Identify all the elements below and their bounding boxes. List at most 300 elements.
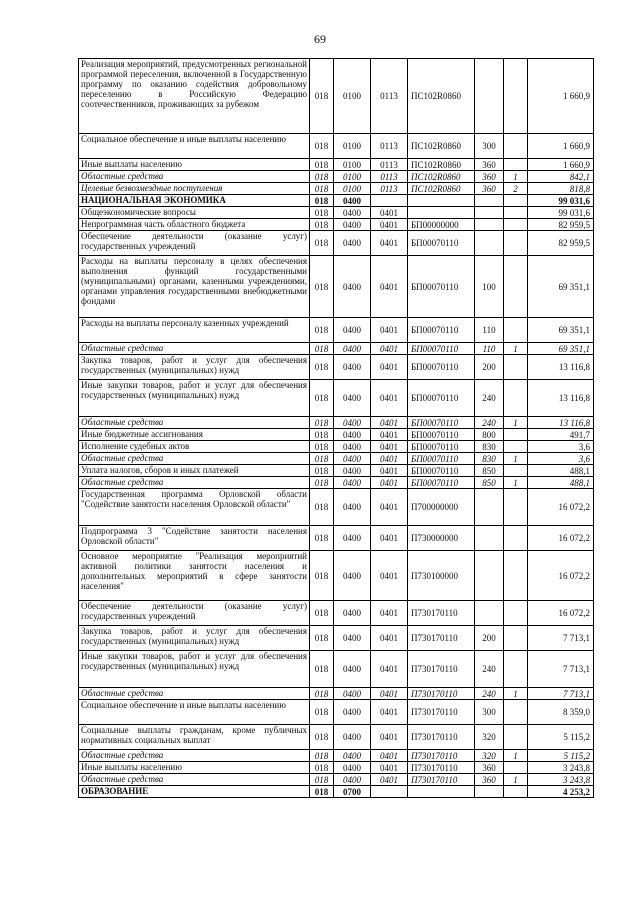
cell-subsection — [371, 195, 408, 207]
page-number: 69 — [314, 32, 326, 46]
cell-expense-type: 360 — [475, 171, 504, 183]
table-row — [79, 207, 594, 219]
cell-subsection: 0401 — [371, 231, 408, 256]
row-name: ОБРАЗОВАНИЕ — [79, 786, 310, 798]
cell-section: 0400 — [334, 441, 371, 453]
cell-amount: 16 072,2 — [528, 601, 594, 626]
cell-expense-type: 850 — [475, 465, 504, 477]
cell-section: 0400 — [334, 551, 371, 601]
cell-section: 0400 — [334, 343, 371, 355]
cell-expense-type — [475, 59, 504, 134]
row-name: Социальное обеспечение и иные выплаты населению — [79, 134, 310, 159]
cell-expense-type: 320 — [475, 750, 504, 762]
table-row — [79, 183, 594, 195]
row-name: Областные средства — [79, 453, 310, 465]
table-row — [79, 489, 594, 526]
cell-funding-source — [504, 195, 528, 207]
cell-funding-source — [504, 429, 528, 441]
table-row — [79, 477, 594, 489]
cell-subsection: 0401 — [371, 526, 408, 551]
cell-expense-type: 110 — [475, 343, 504, 355]
cell-subsection: 0113 — [371, 171, 408, 183]
cell-funding-source — [504, 551, 528, 601]
cell-subsection: 0113 — [371, 134, 408, 159]
cell-amount: 3 243,8 — [528, 762, 594, 774]
budget-table — [78, 58, 594, 798]
table-row — [79, 195, 594, 207]
cell-subsection: 0401 — [371, 219, 408, 231]
cell-admin-code: 018 — [310, 688, 334, 700]
cell-amount: 488,1 — [528, 477, 594, 489]
cell-target-article: П730170110 — [408, 626, 475, 651]
cell-amount: 7 713,1 — [528, 651, 594, 688]
cell-funding-source — [504, 318, 528, 343]
table-row — [79, 441, 594, 453]
cell-section: 0400 — [334, 477, 371, 489]
cell-target-article: БП00070110 — [408, 441, 475, 453]
cell-admin-code: 018 — [310, 477, 334, 489]
cell-funding-source: 1 — [504, 171, 528, 183]
cell-expense-type: 200 — [475, 355, 504, 380]
cell-funding-source — [504, 231, 528, 256]
cell-section: 0100 — [334, 59, 371, 134]
cell-expense-type — [475, 231, 504, 256]
cell-target-article: БП00070110 — [408, 465, 475, 477]
cell-section: 0400 — [334, 700, 371, 725]
cell-expense-type: 800 — [475, 429, 504, 441]
cell-target-article: П730000000 — [408, 526, 475, 551]
cell-section: 0400 — [334, 651, 371, 688]
cell-expense-type: 110 — [475, 318, 504, 343]
cell-funding-source: 2 — [504, 183, 528, 195]
cell-expense-type: 850 — [475, 477, 504, 489]
row-name: Непрограммная часть областного бюджета — [79, 219, 310, 231]
cell-amount: 5 115,2 — [528, 725, 594, 750]
cell-target-article: БП00000000 — [408, 219, 475, 231]
cell-target-article — [408, 786, 475, 798]
cell-expense-type: 830 — [475, 441, 504, 453]
table-row — [79, 774, 594, 786]
cell-admin-code: 018 — [310, 343, 334, 355]
cell-subsection: 0401 — [371, 355, 408, 380]
row-name: Закупка товаров, работ и услуг для обеспечения государственных (муниципальных) нужд — [79, 355, 310, 380]
cell-subsection: 0113 — [371, 159, 408, 171]
cell-expense-type: 830 — [475, 453, 504, 465]
cell-section: 0400 — [334, 725, 371, 750]
cell-subsection: 0113 — [371, 183, 408, 195]
table-row — [79, 231, 594, 256]
table-row — [79, 318, 594, 343]
cell-target-article: П730170110 — [408, 651, 475, 688]
cell-admin-code: 018 — [310, 355, 334, 380]
table-row — [79, 601, 594, 626]
cell-target-article — [408, 207, 475, 219]
cell-amount: 16 072,2 — [528, 551, 594, 601]
row-name: Основное мероприятие "Реализация мероприятий активной политики занятости населения и дополнительных мероприятий в сфере занятости населения" — [79, 551, 310, 601]
cell-expense-type — [475, 551, 504, 601]
cell-section: 0400 — [334, 195, 371, 207]
row-name: Расходы на выплаты персоналу в целях обеспечения выполнения функций государственными (муниципальными) органами, казенными учреждениями, органами управления государственными внебюджетными фондами — [79, 256, 310, 318]
cell-subsection — [371, 786, 408, 798]
cell-section: 0400 — [334, 219, 371, 231]
cell-admin-code: 018 — [310, 551, 334, 601]
cell-section: 0400 — [334, 489, 371, 526]
cell-funding-source: 1 — [504, 477, 528, 489]
row-name: Областные средства — [79, 750, 310, 762]
cell-amount: 5 115,2 — [528, 750, 594, 762]
cell-admin-code: 018 — [310, 601, 334, 626]
cell-subsection: 0401 — [371, 429, 408, 441]
cell-subsection: 0401 — [371, 380, 408, 417]
cell-subsection: 0401 — [371, 725, 408, 750]
cell-target-article: ПС102R0860 — [408, 59, 475, 134]
cell-section: 0400 — [334, 750, 371, 762]
cell-amount: 7 713,1 — [528, 626, 594, 651]
cell-expense-type: 100 — [475, 256, 504, 318]
row-name: Расходы на выплаты персоналу казенных учреждений — [79, 318, 310, 343]
row-name: Общеэкономические вопросы — [79, 207, 310, 219]
row-name: Иные выплаты населению — [79, 159, 310, 171]
cell-subsection: 0401 — [371, 750, 408, 762]
row-name: Социальное обеспечение и иные выплаты населению — [79, 700, 310, 725]
table-row — [79, 134, 594, 159]
cell-amount: 69 351,1 — [528, 256, 594, 318]
cell-target-article: П700000000 — [408, 489, 475, 526]
row-name: Целевые безвозмездные поступления — [79, 183, 310, 195]
cell-expense-type: 240 — [475, 417, 504, 429]
table-row — [79, 380, 594, 417]
row-name: Обеспечение деятельности (оказание услуг) государственных учреждений — [79, 601, 310, 626]
cell-subsection: 0401 — [371, 441, 408, 453]
cell-amount: 4 253,2 — [528, 786, 594, 798]
cell-section: 0100 — [334, 171, 371, 183]
row-name: Государственная программа Орловской области "Содействие занятости населения Орловской области" — [79, 489, 310, 526]
cell-funding-source — [504, 355, 528, 380]
cell-amount: 3,6 — [528, 441, 594, 453]
cell-funding-source: 1 — [504, 417, 528, 429]
cell-target-article: БП00070110 — [408, 429, 475, 441]
cell-admin-code: 018 — [310, 318, 334, 343]
cell-amount: 3 243,8 — [528, 774, 594, 786]
cell-amount: 842,1 — [528, 171, 594, 183]
table-row — [79, 355, 594, 380]
cell-subsection: 0401 — [371, 688, 408, 700]
cell-admin-code: 018 — [310, 256, 334, 318]
cell-section: 0400 — [334, 453, 371, 465]
row-name: Закупка товаров, работ и услуг для обеспечения государственных (муниципальных) нужд — [79, 626, 310, 651]
cell-admin-code: 018 — [310, 526, 334, 551]
row-name: Исполнение судебных актов — [79, 441, 310, 453]
cell-section: 0700 — [334, 786, 371, 798]
row-name: Реализация мероприятий, предусмотренных региональной программой переселения, включенной в Государственную программу по оказанию содействия добровольному переселению в Российскую Федерацию соотечественников, проживающих за рубежом — [79, 59, 310, 134]
cell-amount: 13 116,8 — [528, 380, 594, 417]
cell-expense-type: 240 — [475, 688, 504, 700]
cell-amount: 16 072,2 — [528, 489, 594, 526]
cell-expense-type — [475, 195, 504, 207]
table-row — [79, 171, 594, 183]
cell-target-article: ПС102R0860 — [408, 134, 475, 159]
cell-target-article: БП00070110 — [408, 256, 475, 318]
cell-admin-code: 018 — [310, 134, 334, 159]
cell-admin-code: 018 — [310, 380, 334, 417]
cell-admin-code: 018 — [310, 207, 334, 219]
cell-expense-type — [475, 526, 504, 551]
cell-funding-source — [504, 626, 528, 651]
cell-amount: 16 072,2 — [528, 526, 594, 551]
row-name: Иные закупки товаров, работ и услуг для обеспечения государственных (муниципальных) нужд — [79, 380, 310, 417]
cell-expense-type: 320 — [475, 725, 504, 750]
cell-target-article: ПС102R0860 — [408, 183, 475, 195]
cell-subsection: 0401 — [371, 477, 408, 489]
cell-admin-code: 018 — [310, 171, 334, 183]
cell-funding-source — [504, 489, 528, 526]
cell-amount: 3,6 — [528, 453, 594, 465]
row-name: Областные средства — [79, 417, 310, 429]
cell-expense-type: 300 — [475, 134, 504, 159]
cell-section: 0100 — [334, 183, 371, 195]
cell-subsection: 0401 — [371, 453, 408, 465]
row-name: Уплата налогов, сборов и иных платежей — [79, 465, 310, 477]
cell-funding-source — [504, 762, 528, 774]
row-name: Социальные выплаты гражданам, кроме публичных нормативных социальных выплат — [79, 725, 310, 750]
row-name: Обеспечение деятельности (оказание услуг) государственных учреждений — [79, 231, 310, 256]
table-row — [79, 429, 594, 441]
cell-section: 0400 — [334, 429, 371, 441]
cell-expense-type: 300 — [475, 700, 504, 725]
cell-funding-source — [504, 59, 528, 134]
cell-target-article: БП00070110 — [408, 231, 475, 256]
cell-subsection: 0401 — [371, 774, 408, 786]
cell-admin-code: 018 — [310, 489, 334, 526]
cell-admin-code: 018 — [310, 231, 334, 256]
cell-funding-source — [504, 786, 528, 798]
cell-amount: 488,1 — [528, 465, 594, 477]
cell-subsection: 0401 — [371, 256, 408, 318]
cell-amount: 7 713,1 — [528, 688, 594, 700]
cell-expense-type — [475, 207, 504, 219]
cell-target-article: БП00070110 — [408, 453, 475, 465]
row-name: НАЦИОНАЛЬНАЯ ЭКОНОМИКА — [79, 195, 310, 207]
cell-expense-type: 360 — [475, 159, 504, 171]
cell-funding-source — [504, 700, 528, 725]
cell-amount: 13 116,8 — [528, 355, 594, 380]
cell-expense-type: 240 — [475, 651, 504, 688]
cell-target-article: П730170110 — [408, 688, 475, 700]
cell-admin-code: 018 — [310, 762, 334, 774]
cell-funding-source — [504, 651, 528, 688]
cell-amount: 8 359,0 — [528, 700, 594, 725]
row-name: Иные бюджетные ассигнования — [79, 429, 310, 441]
table-row — [79, 762, 594, 774]
table-row — [79, 750, 594, 762]
cell-target-article: БП00070110 — [408, 417, 475, 429]
cell-subsection: 0401 — [371, 700, 408, 725]
cell-subsection: 0401 — [371, 465, 408, 477]
cell-section: 0400 — [334, 380, 371, 417]
cell-target-article: П730170110 — [408, 700, 475, 725]
table-row — [79, 417, 594, 429]
cell-target-article: ПС102R0860 — [408, 171, 475, 183]
table-row — [79, 786, 594, 798]
cell-funding-source: 1 — [504, 343, 528, 355]
cell-funding-source — [504, 134, 528, 159]
cell-subsection: 0401 — [371, 601, 408, 626]
cell-funding-source — [504, 219, 528, 231]
cell-amount: 1 660,9 — [528, 59, 594, 134]
cell-section: 0400 — [334, 526, 371, 551]
row-name: Областные средства — [79, 688, 310, 700]
cell-subsection: 0401 — [371, 762, 408, 774]
row-name: Иные закупки товаров, работ и услуг для обеспечения государственных (муниципальных) нужд — [79, 651, 310, 688]
table-row — [79, 465, 594, 477]
cell-admin-code: 018 — [310, 465, 334, 477]
row-name: Областные средства — [79, 477, 310, 489]
cell-admin-code: 018 — [310, 453, 334, 465]
cell-section: 0100 — [334, 134, 371, 159]
table-row — [79, 159, 594, 171]
row-name: Подпрограмма 3 "Содействие занятости населения Орловской области" — [79, 526, 310, 551]
cell-admin-code: 018 — [310, 195, 334, 207]
cell-amount: 99 031,6 — [528, 207, 594, 219]
cell-section: 0400 — [334, 774, 371, 786]
cell-target-article: П730170110 — [408, 601, 475, 626]
cell-subsection: 0401 — [371, 489, 408, 526]
cell-section: 0400 — [334, 626, 371, 651]
cell-target-article — [408, 195, 475, 207]
cell-admin-code: 018 — [310, 59, 334, 134]
cell-section: 0400 — [334, 688, 371, 700]
cell-target-article: БП00070110 — [408, 355, 475, 380]
cell-target-article: БП00070110 — [408, 318, 475, 343]
cell-amount: 818,8 — [528, 183, 594, 195]
cell-admin-code: 018 — [310, 750, 334, 762]
cell-amount: 69 351,1 — [528, 318, 594, 343]
cell-funding-source — [504, 256, 528, 318]
table-row — [79, 453, 594, 465]
row-name: Областные средства — [79, 171, 310, 183]
cell-admin-code: 018 — [310, 651, 334, 688]
cell-funding-source: 1 — [504, 453, 528, 465]
cell-admin-code: 018 — [310, 159, 334, 171]
cell-subsection: 0113 — [371, 59, 408, 134]
cell-section: 0400 — [334, 256, 371, 318]
cell-funding-source — [504, 380, 528, 417]
table-row — [79, 551, 594, 601]
cell-admin-code: 018 — [310, 429, 334, 441]
cell-target-article: БП00070110 — [408, 380, 475, 417]
cell-target-article: П730100000 — [408, 551, 475, 601]
cell-amount: 1 660,9 — [528, 134, 594, 159]
cell-admin-code: 018 — [310, 725, 334, 750]
cell-funding-source — [504, 725, 528, 750]
table-row — [79, 256, 594, 318]
cell-admin-code: 018 — [310, 626, 334, 651]
cell-target-article: П730170110 — [408, 774, 475, 786]
cell-admin-code: 018 — [310, 183, 334, 195]
cell-amount: 1 660,9 — [528, 159, 594, 171]
cell-amount: 69 351,1 — [528, 343, 594, 355]
cell-section: 0400 — [334, 207, 371, 219]
cell-section: 0400 — [334, 762, 371, 774]
row-name: Иные выплаты населению — [79, 762, 310, 774]
cell-funding-source — [504, 465, 528, 477]
budget-table-body — [79, 59, 594, 798]
cell-admin-code: 018 — [310, 219, 334, 231]
cell-subsection: 0401 — [371, 626, 408, 651]
cell-section: 0400 — [334, 417, 371, 429]
cell-admin-code: 018 — [310, 786, 334, 798]
cell-expense-type: 360 — [475, 774, 504, 786]
table-row — [79, 725, 594, 750]
cell-section: 0400 — [334, 601, 371, 626]
cell-funding-source — [504, 526, 528, 551]
row-name: Областные средства — [79, 774, 310, 786]
cell-section: 0400 — [334, 318, 371, 343]
cell-funding-source: 1 — [504, 750, 528, 762]
cell-section: 0400 — [334, 465, 371, 477]
cell-section: 0400 — [334, 231, 371, 256]
cell-target-article: П730170110 — [408, 725, 475, 750]
cell-subsection: 0401 — [371, 651, 408, 688]
cell-expense-type: 360 — [475, 762, 504, 774]
table-row — [79, 651, 594, 688]
cell-subsection: 0401 — [371, 417, 408, 429]
table-row — [79, 219, 594, 231]
table-row — [79, 688, 594, 700]
cell-admin-code: 018 — [310, 417, 334, 429]
cell-target-article: П730170110 — [408, 762, 475, 774]
table-row — [79, 59, 594, 134]
cell-amount: 491,7 — [528, 429, 594, 441]
cell-subsection: 0401 — [371, 318, 408, 343]
cell-funding-source — [504, 441, 528, 453]
cell-subsection: 0401 — [371, 207, 408, 219]
cell-funding-source: 1 — [504, 688, 528, 700]
cell-section: 0400 — [334, 355, 371, 380]
cell-expense-type — [475, 489, 504, 526]
cell-admin-code: 018 — [310, 441, 334, 453]
cell-funding-source — [504, 159, 528, 171]
cell-expense-type — [475, 601, 504, 626]
cell-target-article: БП00070110 — [408, 343, 475, 355]
cell-funding-source — [504, 207, 528, 219]
cell-expense-type — [475, 219, 504, 231]
cell-section: 0100 — [334, 159, 371, 171]
cell-target-article: БП00070110 — [408, 477, 475, 489]
cell-expense-type: 360 — [475, 183, 504, 195]
cell-admin-code: 018 — [310, 774, 334, 786]
cell-amount: 99 031,6 — [528, 195, 594, 207]
cell-subsection: 0401 — [371, 343, 408, 355]
table-row — [79, 526, 594, 551]
cell-target-article: ПС102R0860 — [408, 159, 475, 171]
cell-admin-code: 018 — [310, 700, 334, 725]
cell-amount: 82 959,5 — [528, 219, 594, 231]
row-name: Областные средства — [79, 343, 310, 355]
cell-funding-source: 1 — [504, 774, 528, 786]
cell-subsection: 0401 — [371, 551, 408, 601]
cell-amount: 82 959,5 — [528, 231, 594, 256]
table-row — [79, 626, 594, 651]
cell-expense-type: 200 — [475, 626, 504, 651]
cell-target-article: П730170110 — [408, 750, 475, 762]
cell-expense-type: 240 — [475, 380, 504, 417]
cell-expense-type — [475, 786, 504, 798]
table-row — [79, 343, 594, 355]
table-row — [79, 700, 594, 725]
cell-amount: 13 116,8 — [528, 417, 594, 429]
cell-funding-source — [504, 601, 528, 626]
